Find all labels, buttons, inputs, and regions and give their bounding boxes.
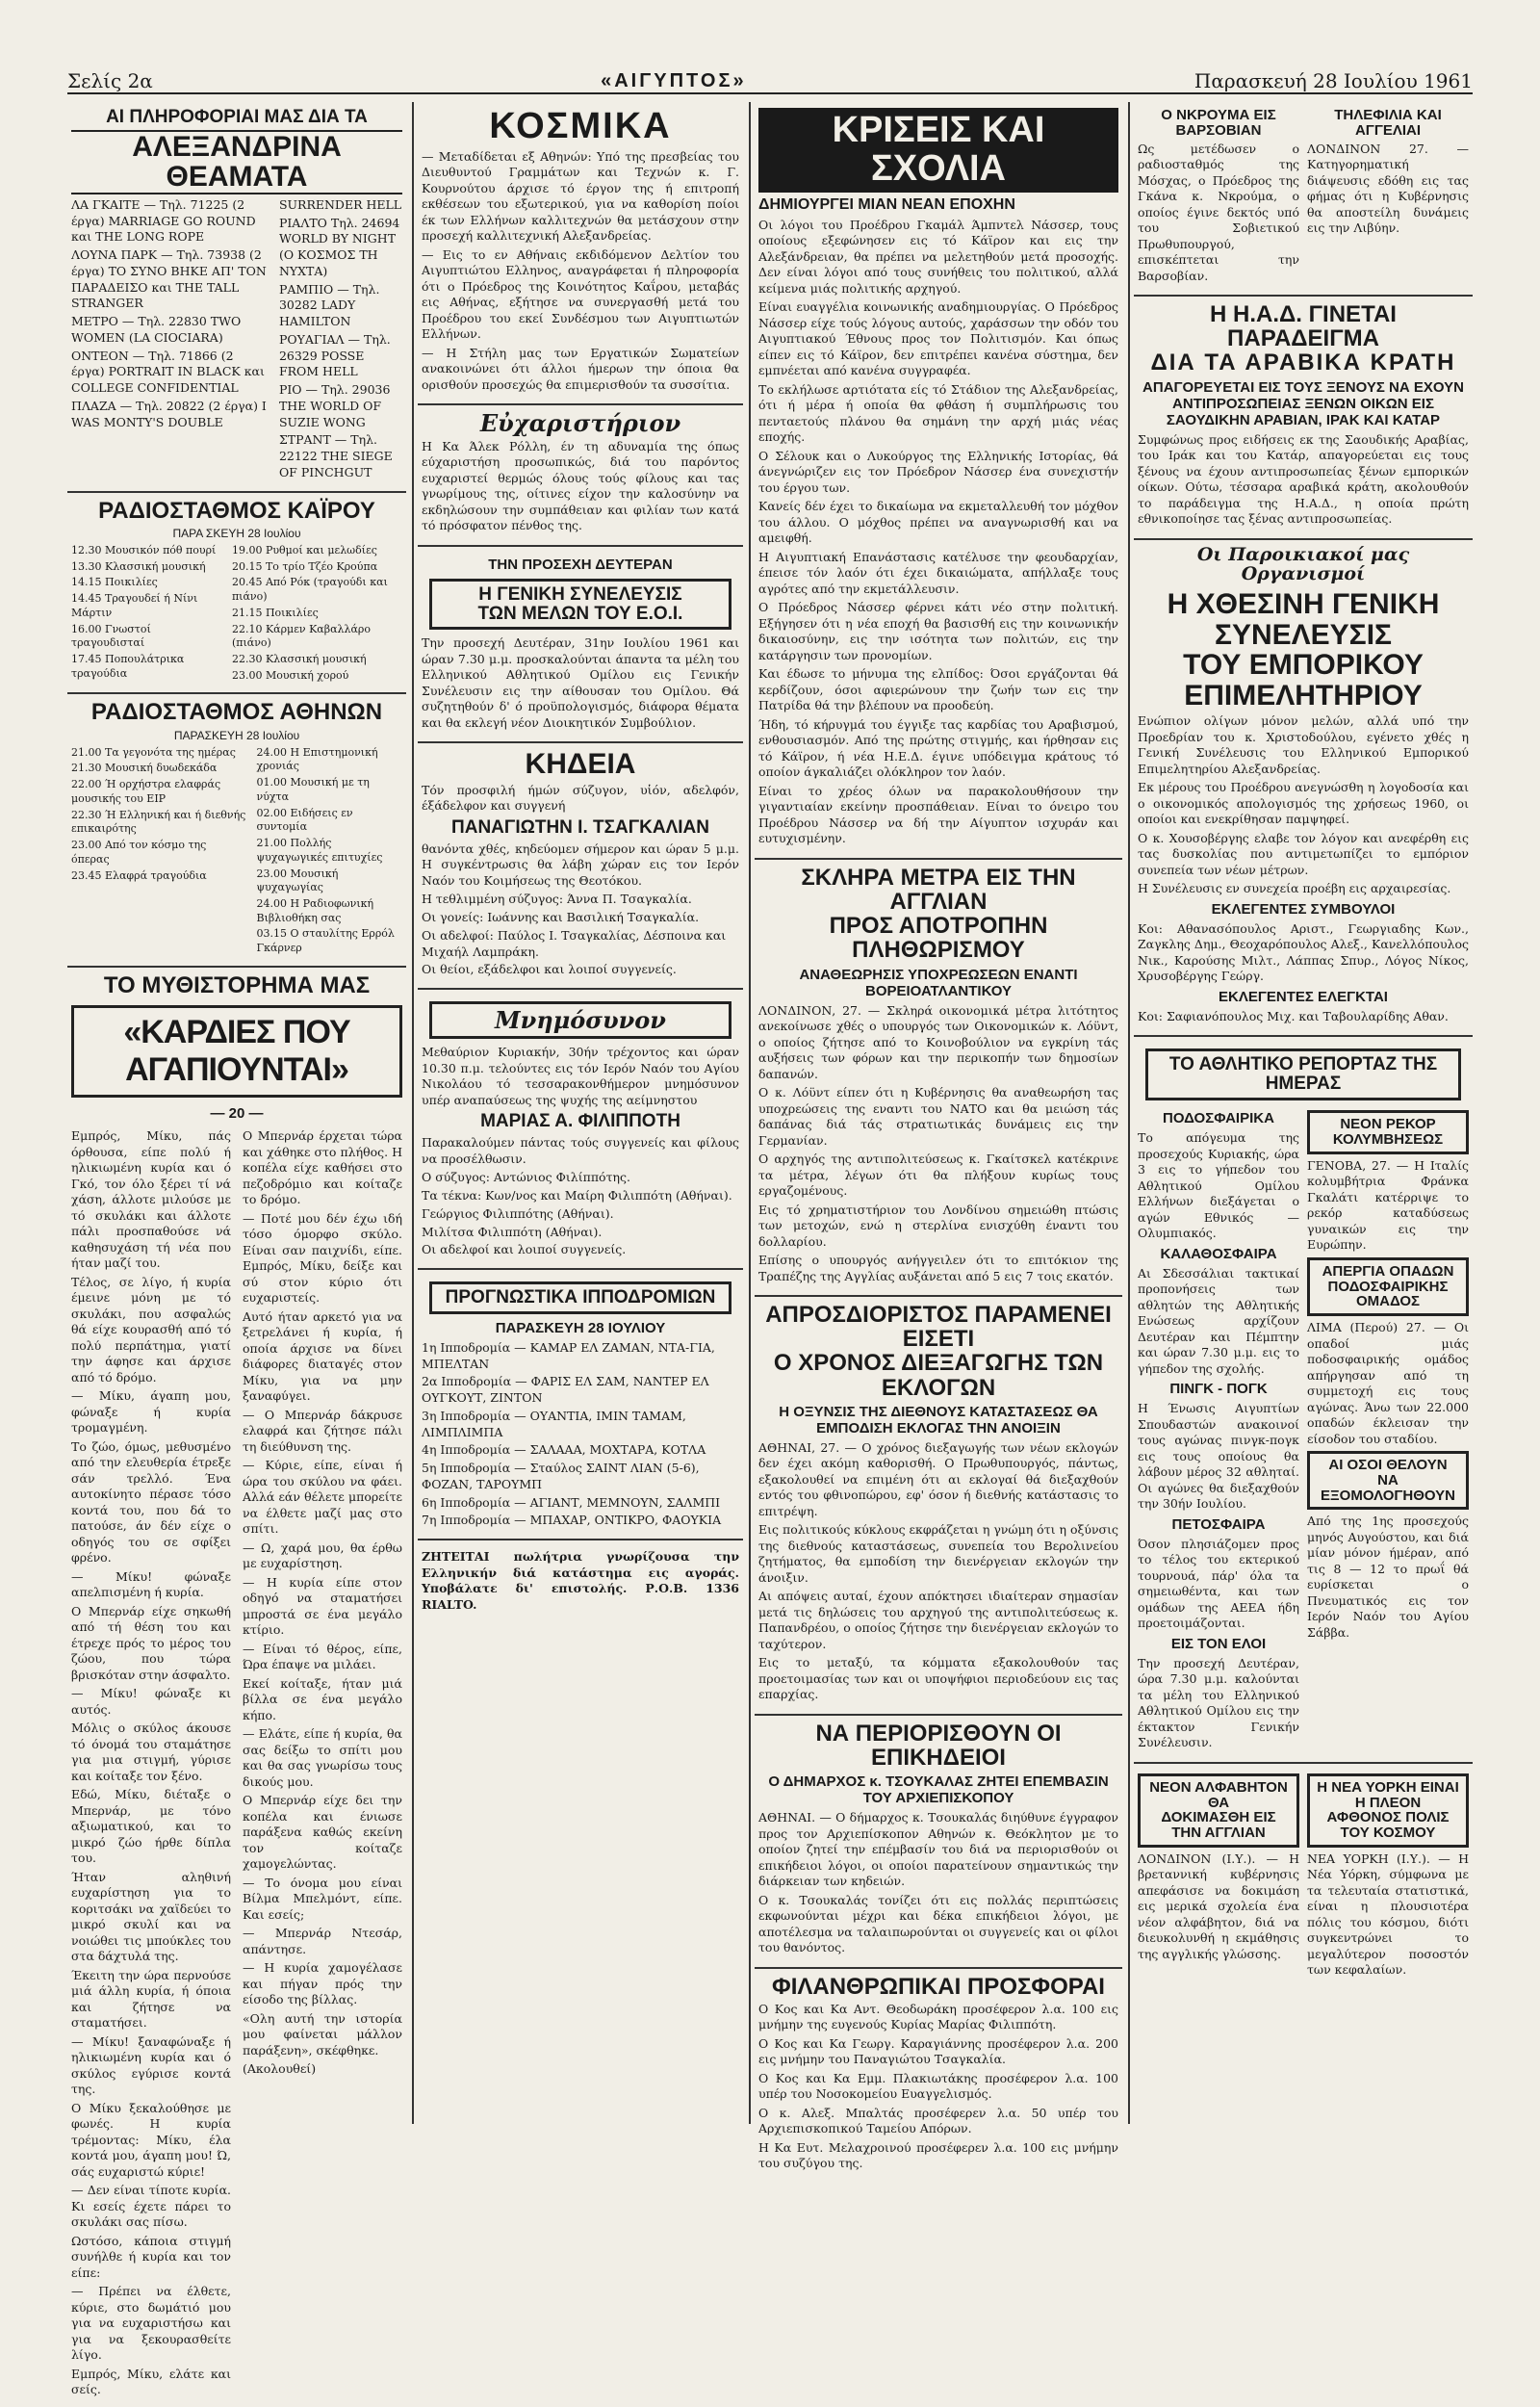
critic-title: ΚΡΙΣΕΙΣ ΚΑΙ ΣΧΟΛΙΑ — [758, 108, 1118, 193]
paragraph: Ο Κος και Κα Αντ. Θεοδωράκη προσέφερον λ.α. 100 εις μνήμην της ευγενούς Κυρίας Μαρίας Φιλιππότη. — [758, 2001, 1118, 2032]
chamber-text — [1138, 713, 1469, 897]
list-item: 17.45 Ποπουλάτρικα τραγούδια — [71, 653, 185, 680]
funeral-mourners — [422, 892, 739, 978]
paragraph: — Η κυρία είπε στον οδηγό να σταματήσει μπροστά σε ένα μεγάλο κτίριο. — [243, 1574, 402, 1638]
pingpong-subtitle: ΠΙΝΓΚ - ΠΟΓΚ — [1169, 1381, 1268, 1398]
paragraph: Ο κ. Αλεξ. Μπαλτάς προσέφερεν λ.α. 50 υπέρ του Αρχιεπισκοπικού Ταμείου Απόρων. — [758, 2105, 1118, 2136]
list-item: 01.00 Μουσική με τη νύχτα — [256, 776, 370, 803]
critic-text — [758, 218, 1118, 847]
list-item: ΟΝΤΕΟΝ — Τηλ. 71866 (2 έργα) PORTRAIT IN BLACK και COLLEGE CONFIDENTIAL — [71, 348, 265, 396]
paragraph: — Το όνομα μου είναι Βίλμα Μπελμόντ, είπε. Και εσείς; — [243, 1875, 402, 1922]
list-item: Οι γονείς: Ιωάννης και Βασιλική Τσαγκαλία. — [422, 910, 700, 925]
paragraph: Η Αιγυπτιακή Επανάστασις κατέλυσε την φεουδαρχίαν, έπεισε τόν λαόν ότι έχει δικαιώματα, απήλλαξε τους αγρότες από την εκμετάλλευσιν. — [758, 549, 1118, 596]
list-item: 23.00 Μουσική χορού — [231, 668, 349, 682]
paragraph: — Είναι τό θέρος, είπε, Ώρα έπαψε να μιλάει. — [243, 1641, 402, 1672]
races-list — [422, 1340, 739, 1529]
list-item: Μιλίτσα Φιλιππότη (Αθήναι). — [422, 1224, 603, 1239]
list-item: 2α Ιπποδρομία — ΦΑΡΙΣ ΕΛ ΣΑΜ, ΝΑΝΤΕΡ ΕΛ ΟΥΓΚΟΥΤ, ΖΙΝΤΟΝ — [422, 1374, 709, 1406]
kosmika-section — [418, 102, 743, 405]
list-item: 03.15 Ο σταυλίτης Ερρόλ Γκάρνερ — [256, 927, 395, 955]
basket-subtitle: ΚΑΛΑΘΟΣΦΑΙΡΑ — [1160, 1245, 1277, 1262]
bottom-briefs — [1134, 1764, 1473, 1987]
nkrumah-title: Ο ΝΚΡΟΥΜΑ ΕΙΣ ΒΑΡΣΟΒΙΑΝ — [1161, 107, 1276, 139]
swim-text: ΓΕΝΟΒΑ, 27. — Η Ιταλίς κολυμβήτρια Φράνκα Γκαλάτι κατέρριψε το ρεκόρ καταδύσεως γυναικών εις την Ευρώπην. — [1307, 1157, 1469, 1253]
paragraph: — Ελάτε, είπε ή κυρία, θα σας δείξω το σπίτι μου και θα σας γνωρίσω τους δικούς μου. — [243, 1726, 402, 1789]
paragraph: Εις τό χρηματιστήριον του Λονδίνου σημειώθη πτώσις των μετοχών, ενώ η στερλίνα ενισχύθη έναντι του δολλαρίου. — [758, 1202, 1118, 1249]
list-item: ΣΤΡΑΝΤ — Τηλ. 22122 THE SIEGE OF PINCHGUT — [278, 432, 393, 479]
election-section — [755, 1297, 1122, 1716]
paragraph: Μόλις ο σκύλος άκουσε τό όνομά του σταμάτησε για μια στιγμή, γύρισε και κοίταξε τον ξένο. — [71, 1721, 231, 1783]
list-item: 3η Ιπποδρομία — ΟΥΑΝΤΙΑ, ΙΜΙΝ ΤΑΜΑΜ, ΛΙΜΠΛΙΜΠΑ — [422, 1408, 686, 1439]
paragraph: Ο Μίκυ ξεκαλούθησε με φωνές. Η κυρία τρέμοντας: Μίκυ, έλα κοντά μου, άγαπη μου! Ώ, σάς ευχαριστώ κύριε! — [71, 2100, 231, 2179]
org-title: Οι Παροικιακοί μας Οργανισμοί — [1196, 543, 1410, 584]
football-text: Το απόγευμα της προσεχούς Κυριακής, ώρα 3 εις το γήπεδον του Αθλητικού Ομίλου Ελλήνων διεξάγεται ο αγών Εθνικός — Ολυμπιακός. — [1138, 1130, 1299, 1241]
radio-cairo-date: ΠΑΡΑ ΣΚΕΥΗ 28 Ιουλίου — [172, 526, 301, 540]
chamber-elected-title-2: ΕΚΛΕΓΕΝΤΕΣ ΕΛΕΓΚΤΑΙ — [1219, 988, 1388, 1005]
list-item: ΡΙΟ — Τηλ. 29036 THE WORLD OF SUZIE WONG — [278, 382, 391, 429]
list-item: Γεώργιος Φιλιππότης (Αθήναι). — [422, 1205, 614, 1221]
waterpolo-text: Όσον πλησιάζομεν προς το τέλος του εκτερικού τουρνουά, πάρ' όλα τα σημειωθέντα, και των ομάδων της ΑΕΕΑ ήδη προετοιμάζονται. — [1138, 1536, 1299, 1631]
list-item: ΛΟΥΝΑ ΠΑΡΚ — Τηλ. 73938 (2 έργα) ΤΟ ΣΥΝΟ ΒΗΚΕ ΑΠ' ΤΟΝ ΠΑΡΑΔΕΙΣΟ και THE TALL STRANGER — [71, 247, 267, 311]
uk-title-2: ΠΡΟΣ ΑΠΟΤΡΟΠΗΝ ΠΛΗΘΩΡΙΣΜΟΥ — [829, 913, 1048, 964]
paragraph: Το εκλήλωσε αρτιότατα είς τό Στάδιον της Αλεξανδρείας, ότι ή μέρα ή οποία θα φθάση ή συμπλήρωσις του πενταετούς πλάνου θα σημάνη την αρχή μιάς νέας εποχής. — [758, 381, 1118, 445]
paragraph: — Δεν είναι τίποτε κυρία. Κι εσείς έχετε πάρει το σκυλάκι σας πίσω. — [71, 2183, 231, 2230]
paragraph: Αυτό ήταν αρκετό για να ξετρελάνει ή κυρία, ή οποία άρχισε να δίνει διάφορες διαταγές στον Μίκυ, για να μην ξαναφύγει. — [243, 1308, 402, 1404]
paragraph: Αι απόψεις αυταί, έχουν απόκτησει ιδιαίτεραν σημασίαν μετά τις δηλώσεις του αρχηγού της αντιπολιτεύσεως κ. Παπανδρέου, ο οποίος ζήτησε την διενέργειαν εκλογών το ταχύτερον. — [758, 1589, 1118, 1651]
charity-title: ΦΙΛΑΝΘΡΩΠΙΚΑΙ ΠΡΟΣΦΟΡΑΙ — [772, 1973, 1105, 2000]
masthead — [67, 60, 1473, 94]
uk-section — [755, 860, 1122, 1297]
newspaper-name: «ΑΙΓΥΠΤΟΣ» — [601, 70, 747, 91]
races-title: ΠΡΟΓΝΩΣΤΙΚΑ ΙΠΠΟΔΡΟΜΙΩΝ — [445, 1287, 716, 1308]
list-item: 14.45 Τραγουδεί ή Νίνι Μάρτιν — [71, 592, 198, 619]
list-item: ΡΙΑΛΤΟ Τηλ. 24694 WORLD BY NIGHT (Ο ΚΟΣΜΟΣ ΤΗ ΝΥΧΤΑ) — [278, 215, 400, 278]
list-item: 22.10 Κάρμεν Καβαλλάρο (πιάνο) — [231, 622, 371, 650]
column-1 — [67, 102, 406, 2397]
races-date: ΠΑΡΑΣΚΕΥΗ 28 ΙΟΥΛΙΟΥ — [495, 1319, 666, 1336]
cinema-list-right — [279, 197, 402, 483]
funeral-title: ΚΗΔΕΙΑ — [525, 748, 636, 781]
paragraph: Εις πολιτικούς κύκλους εκφράζεται η γνώμη ότι η οξύνσις της διεθνούς καταστάσεως, συνεπεία του Βερολινείου ζητήματος, θα εμποδίση την διενέργειαν εκλογών την άνοιξιν. — [758, 1522, 1118, 1585]
paragraph: Εις το μεταξύ, τα κόμματα εξακολουθούν τας προετοιμασίας των και οι υποψήφιοι περιοδεύουν εις τας επαρχίας. — [758, 1655, 1118, 1702]
football-subtitle: ΠΟΔΟΣΦΑΙΡΙΚΑ — [1163, 1110, 1274, 1127]
list-item: 19.00 Ρυθμοί και μελωδίες — [231, 543, 377, 556]
chamber-title-2: ΤΟΥ ΕΜΠΟΡΙΚΟΥ ΕΠΙΜΕΛΗΤΗΡΙΟΥ — [1183, 649, 1424, 712]
meeting-kicker: ΤΗΝ ΠΡΟΣΕΧΗ ΔΕΥΤΕΡΑΝ — [488, 556, 673, 573]
paragraph: Το ζώο, όμως, μεθυσμένο από την ελευθερία έτρεξε σάν τρελλό. Ένα αυτοκίνητο πέρασε τόσο κοντά του, που δά το πατούσε, άν δέν είχε ο οδηγός του σε σφίξει φρένο. — [71, 1438, 231, 1566]
memorial-section — [418, 990, 743, 1270]
confess-title-2: ΝΑ ΕΞΟΜΟΛΟΓΗΘΟΥΝ — [1321, 1471, 1455, 1504]
list-item: 24.00 Η Επιστημονική χρονιάς — [256, 745, 378, 773]
paragraph: Εμπρός, Μίκυ, ελάτε και σείς. — [71, 2366, 231, 2397]
elot-subtitle: ΕΙΣ ΤΟΝ ΕΛΟΙ — [1170, 1635, 1267, 1652]
list-item: 16.00 Γνωστοί τραγουδισταί — [71, 622, 151, 650]
paragraph: — Η κυρία χαμογέλασε και πήγαν πρός την είσοδο της βίλλας. — [243, 1960, 402, 2007]
funeral-name: ΠΑΝΑΓΙΩΤΗΝ Ι. ΤΣΑΓΚΑΛΙΑΝ — [451, 816, 709, 838]
memorial-text: Μεθαύριον Κυριακήν, 30ήν τρέχοντος και ώραν 10.30 π.μ. τελούντες εις τόν Ιερόν Ναόν του Αγίου Νικολάου τό τεσσαρακονθήμερον μνημόσυνον υπέρ αναπαύσεως της ψυχής της αείμνηστου — [422, 1045, 739, 1107]
list-item: 23.00 Από τον κόσμο της όπερας — [71, 839, 207, 866]
races-section — [418, 1270, 743, 1540]
sports-section — [1134, 1037, 1473, 1763]
list-item: 23.45 Ελαφρά τραγούδια — [71, 868, 207, 882]
election-text — [758, 1440, 1118, 1703]
uk-text — [758, 1003, 1118, 1285]
list-item: ΠΛΑΖΑ — Τηλ. 20822 (2 έργα) I WAS MONTY'S DOUBLE — [71, 398, 267, 429]
list-item: 12.30 Μουσικόν πόθ πουρί — [71, 543, 217, 556]
radio-cairo-right — [232, 544, 402, 686]
list-item: 22.00 Ή ορχήστρα ελαφράς μουσικής του ΕΙΡ — [71, 778, 221, 805]
list-item: ΜΕΤΡΟ — Τηλ. 22830 TWO WOMEN (LA CIOCIARA) — [71, 314, 242, 345]
paragraph: Ο αρχηγός της αντιπολιτεύσεως κ. Γκαίτσκελ κατέκρινε τα μέτρα, λέγων ότι θα πλήξουν κυρίως τους εργαζομένους. — [758, 1152, 1118, 1199]
thanks-section — [418, 405, 743, 546]
radio-cairo-title: ΡΑΔΙΟΣΤΑΘΜΟΣ ΚΑΪΡΟΥ — [98, 497, 375, 524]
paragraph: «Ολη αυτή την ιστορία μου φαίνεται μάλλον παράξενη», σκέφθηκε. — [243, 2010, 402, 2058]
list-item: 21.00 Τα γεγονότα της ημέρας — [71, 745, 236, 759]
radio-athens-date: ΠΑΡΑΣΚΕΥΗ 28 Ιουλίου — [173, 728, 300, 742]
nkrumah-text: Ως μετέδωσεν ο ραδιοσταθμός της Μόσχας, ο Πρόεδρος της Γκάνα κ. Νκρούμα, ο οποίος έγινε δεκτός υπό του Σοβιετικού Πρωθυπουργού, επισκέπτεται την Βαρσοβίαν. — [1138, 141, 1299, 283]
election-title-1: ΑΠΡΟΣΔΙΟΡΙΣΤΟΣ ΠΑΡΑΜΕΝΕΙ ΕΙΣΕΤΙ — [765, 1302, 1112, 1353]
paragraph: Είναι ευαγγέλια κοινωνικής αναδημιουργίας. Ο Πρόεδρος Νάσσερ είχε τούς λόγους αυτούς, χαράσσων την οδόν του Αιγυπτιακού Έθνους προς τον Πολιτισμόν. Και όπως είπεν εις τό Κάϊρον, δεν επιτρέπει κανένα σύστημα, δεν εμπνέεται από κανένα συγγραφέα. — [758, 299, 1118, 378]
list-item: 13.30 Κλασσική μουσική — [71, 559, 206, 573]
alphabet-text: ΛΟΝΔΙΝΟΝ (Ι.Υ.). — Η βρεταννική κυβέρνησις απεφάσισε να δοκιμάση εις μερικά σχολεία ένα νέον αλφάβητον, διά να διευκολυνθή η εκμάθησις της αγγλικής γλώσσης. — [1138, 1851, 1299, 1961]
uar-section — [1134, 297, 1473, 540]
football-ban-title-1: ΑΠΕΡΓΙΑ ΟΠΑΔΩΝ — [1322, 1262, 1454, 1280]
paragraph: Ο Μπερνάρ είχε δει την κοπέλα και ένιωσε παράξενα καθώς εκείνη τον κοίταζε χαμογελώντας. — [243, 1793, 402, 1872]
elot-text: Την προσεχή Δευτέραν, ώρα 7.30 μ.μ. καλούνται τα μέλη του Ελληνικού Αθλητικού Ομίλου εις την έκτακτον Γενικήν Συνέλευσιν. — [1138, 1655, 1299, 1750]
radio-cairo-section — [67, 493, 406, 695]
thanks-text: Η Κα Άλεκ Ρόλλη, έν τη αδυναμία της όπως εύχαριστήση προσωπικώς, διά του παρόντος ευχαριστεί θερμώς όλους τούς φίλους και τας γνωρίμους της, οίτινες είχον την καλοσύνην να εκδηλώσουν την συμπάθειαν και φιλίαν των κατά τό πρόσφατον πένθος της. — [422, 438, 739, 533]
novel-kicker: ΤΟ ΜΥΘΙΣΤΟΡΗΜΑ ΜΑΣ — [103, 971, 371, 998]
cinema-list-left — [71, 197, 270, 483]
chamber-section — [1134, 540, 1473, 1038]
list-item: 5η Ιπποδρομία — Σταύλος ΣΑΙΝΤ ΛΙΑΝ (5-6), ΦΟΖΑΝ, ΤΑΡΟΥΜΠ — [422, 1461, 700, 1491]
paragraph: Ο κ. Λόϋντ είπεν ότι η Κυβέρνησις θα αναθεωρήση τας υποχρεώσεις της εναντι του ΝΑΤΟ και θα μειώση τάς δαπάνας διά τάς στρατιωτικάς δυνάμεις εις την Γερμανίαν. — [758, 1085, 1118, 1148]
issue-date: Παρασκευή 28 Ιουλίου 1961 — [1194, 69, 1473, 92]
alphabet-title-2: ΔΟΚΙΜΑΣΘΗ ΕΙΣ ΤΗΝ ΑΓΓΛΙΑΝ — [1161, 1809, 1276, 1842]
waterpolo-subtitle: ΠΕΤΟΣΦΑΙΡΑ — [1171, 1515, 1266, 1533]
column-rule — [749, 102, 751, 2124]
paragraph: — Εις το εν Αθήναις εκδιδόμενον Δελτίον του Αιγυπτιώτου Ελληνος, αναγράφεται ή πληροφορία ότι ο Πρόεδρος της Κοινότητος Καΐρου, μεταβάς εις Αθήνας, εξήτησε να συνεργασθή μετά του Προέδρου του εκεί Συνδέσμου των Αιγυπτιωτών Ελλήνων. — [422, 246, 739, 342]
top-briefs — [1134, 102, 1473, 297]
list-item: 6η Ιπποδρομία — ΑΓΙΑΝΤ, ΜΕΜΝΟΥΝ, ΣΑΛΜΠΙ — [422, 1494, 721, 1510]
paragraph: — Ποτέ μου δέν έχω ιδή τόσο όμορφο σκύλο. Είναι σαν παιχνίδι, είπε. Εμπρός, Μίκυ, δείξε και σύ στον κύριο ότι ευχαριστείς. — [243, 1210, 402, 1306]
sports-title: ΤΟ ΑΘΛΗΤΙΚΟ ΡΕΠΟΡΤΑΖ ΤΗΣ ΗΜΕΡΑΣ — [1168, 1054, 1438, 1095]
funeral-rules-text — [758, 1810, 1118, 1956]
paragraph: Ο Κος και Κα Γεωργ. Καραγιάννης προσέφερον λ.α. 200 εις μνήμην του Παναγιώτου Τσαγκαλία. — [758, 2035, 1118, 2067]
paragraph: Ενώπιον ολίγων μόνον μελών, αλλά υπό την Προεδρίαν του κ. Χριστοδούλου, εγένετο χθές η Γενική Συνέλευσις του Ελληνικού Εμπορικού Επιμελητηρίου Αλεξανδρείας. — [1138, 713, 1469, 776]
paragraph: Η Κα Ευτ. Μελαχροινού προσέφερεν λ.α. 100 εις μνήμην του συζύγου της. — [758, 2139, 1118, 2171]
paragraph: Ο Μπερνάρ έρχεται τώρα και χάθηκε στο πλήθος. Η κοπέλα είχε καθήσει στο πεζοδρόμιο και κοίταζε το δρόμο. — [243, 1128, 402, 1207]
radio-athens-left — [71, 746, 247, 958]
paragraph: Ο κ. Χουσοβέργης ελαβε τον λόγον και ανεφέρθη εις τας δυσκολίας που αντιμετωπίζει το εμπόριον συνεπεία των νέων μέτρων. — [1138, 830, 1469, 877]
funeral-rules-section — [755, 1716, 1122, 1969]
radio-athens-section — [67, 694, 406, 967]
meeting-title-1: Η ΓΕΝΙΚΗ ΣΥΝΕΛΕΥΣΙΣ — [478, 583, 682, 605]
chamber-elected-title-1: ΕΚΛΕΓΕΝΤΕΣ ΣΥΜΒΟΥΛΟΙ — [1211, 900, 1396, 918]
paragraph: — Μίκυ! φώναξε απελπισμένη ή κυρία. — [71, 1568, 231, 1600]
charity-section — [755, 1969, 1122, 2181]
paragraph: Έκειτη την ώρα περνούσε μιά άλλη κυρία, ή όποια και ζήτησε να σταματήσει. — [71, 1967, 231, 2031]
memorial-text-2: Παρακαλούμεν πάντας τούς συγγενείς και φίλους να προσέλθωσιν. — [422, 1135, 739, 1166]
list-item: 22.30 Ή Ελληνική και ή διεθνής επικαιρότης — [71, 808, 246, 836]
list-item: 14.15 Ποικιλίες — [71, 576, 158, 589]
paragraph: — Μεταδίδεται εξ Αθηνών: Υπό της πρεσβείας του Διευθυντού Γραμμάτων και Τεχνών κ. Γ. Κουρνούτου άρχισε τό έργον της ή επιτροπή εκθέσεων του εξωτερικού, για να καθορίση ποίοι έκ των Ελλήνων καλλιτεχνών θα μετάσχουν στην προσεχή καλλιτεχνική Αλεξανδρείας. — [422, 148, 739, 244]
uar-subtitle: ΑΠΑΓΟΡΕΥΕΤΑΙ ΕΙΣ ΤΟΥΣ ΞΕΝΟΥΣ ΝΑ ΕΧΟΥΝ ΑΝΤΙΠΡΟΣΩΠΕΙΑΣ ΞΕΝΩΝ ΟΙΚΩΝ ΕΙΣ ΣΑΟΥΔΙΚΗΝ ΑΡΑΒΙΑΝ, ΙΡΑΚ ΚΑΙ ΚΑΤΑΡ — [1142, 378, 1464, 428]
list-item: 21.30 Μουσική δυωδεκάδα — [71, 762, 218, 775]
radio-cairo-left — [71, 544, 222, 686]
uar-title-1: Η Η.Α.Δ. ΓΙΝΕΤΑΙ ΠΑΡΑΔΕΙΓΜΑ — [1210, 301, 1397, 352]
list-item: 22.30 Κλασσική μουσική — [231, 653, 367, 666]
paragraph: — Ο Μπερνάρ δάκρυσε ελαφρά και ζήτησε πάλι τη διεύθυνση της. — [243, 1407, 402, 1454]
paragraph: (Ακολουθεί) — [243, 2061, 317, 2077]
list-item: 21.15 Ποικιλίες — [231, 606, 319, 619]
paragraph: — Η Στήλη μας των Εργατικών Σωματείων ανακοινώνει ότι άλλοι ήμερων την όποια θα ορισθούν προσεχώς θα επιμερισθούν τα συσσίτια. — [422, 345, 739, 392]
column-4 — [1134, 102, 1473, 2124]
paragraph: — Μίκυ, άγαπη μου, φώναξε ή κυρία τρομαγμένη. — [71, 1388, 231, 1436]
column-3 — [755, 102, 1122, 2171]
paragraph: Ο Κος και Κα Εμμ. Πλακιωτάκης προσέφερον λ.α. 100 υπέρ του Νοσοκομείου Ευαγγελισμός. — [758, 2070, 1118, 2102]
list-item: 20.45 Από Ρόκ (τραγούδι και πιάνο) — [231, 576, 388, 604]
list-item: ΡΑΜΠΙΟ — Τηλ. 30282 LADY HAMILTON — [278, 281, 380, 329]
swim-title: ΝΕΟΝ ΡΕΚΟΡ ΚΟΛΥΜΒΗΣΕΩΣ — [1332, 1116, 1444, 1149]
briefs-text: ΛΟΝΔΙΝΟΝ 27. — Κατηγορηματική διάψευσις εδόθη εις τας φήμας ότι η Κυβέρνησις θα αποστείλη δυνάμεις εις την Λιβύην. — [1307, 141, 1469, 235]
funeral-details: θανόντα χθές, κηδεύομεν σήμερον και ώραν 5 μ.μ. Η συγκέντρωσις θα λάβη χώραν εις τον Ιερόν Ναόν του Κοιμήσεως της Θεοτόκου. — [422, 841, 739, 888]
meeting-title-2: ΤΩΝ ΜΕΛΩΝ ΤΟΥ Ε.Ο.Ι. — [477, 603, 683, 624]
memorial-name: ΜΑΡΙΑΣ Α. ΦΙΛΙΠΠΟΤΗ — [480, 1111, 680, 1132]
list-item: 1η Ιπποδρομία — ΚΑΜΑΡ ΕΛ ΖΑΜΑΝ, ΝΤΑ-ΓΙΑ, ΜΠΕΛΤΑΝ — [422, 1339, 715, 1371]
uar-title-2: ΔΙΑ ΤΑ ΑΡΑΒΙΚΑ ΚΡΑΤΗ — [1150, 349, 1456, 376]
list-item: ΛΑ ΓΚΑΙΤΕ — Τηλ. 71225 (2 έργα) MARRIAGE GO ROUND και THE LONG ROPE — [71, 196, 256, 245]
chamber-elected-2: Κοι: Σαφιανόπουλος Μιχ. και Ταβουλαρίδης Αθαν. — [1138, 1008, 1449, 1023]
list-item: 24.00 Η Ραδιοφωνική Βιβλιοθήκη σας — [256, 897, 374, 924]
list-item: 20.15 Το τρίο Τζέο Κρούπα — [231, 559, 378, 573]
uar-text: Συμφώνως προς ειδήσεις εκ της Σαουδικής Αραβίας, του Ιράκ και του Κατάρ, απαγορεύεται εις τους ξένους να έχουν αντιπροσωπείας ξένων εμπορικών οίκων. Ούτω, τέσσαρα αραβικά κράτη, ακολουθούν το παράδειγμα της Η.Α.Δ., η οποία πρώτη εθνικοποίησε τας ξένας αντιπροσωπείας. — [1138, 431, 1469, 527]
classified-text: ΖΗΤΕΙΤΑΙ πωλήτρια γνωρίζουσα την Ελληνικήν διά κατάστημα εις αγοράς. Υποβάλατε δι' επιστολής. Ρ.Ο.Β. 1336 RIALTO. — [422, 1549, 739, 1612]
paragraph: Ήδη, τό κήρυγμά του έγγιξε τας καρδίας του Αραβισμού, ενθουσιασμόν. Από της πρώτης στιγμής, και ήρθησαν εις τό Κάϊρον, ή νέα Η.Ε.Δ. έγινε υπόδειγμα κράτους τό οποίον άγκαλιάζει ολόκληρον τον λαόν. — [758, 716, 1118, 780]
paragraph: Είναι το χρέος όλων να παρακολουθήσουν την γιγαντιαίαν εκείνην προσπάθειαν. Είναι το όνειρο του Προέδρου Νάσσερ να δή την Αίγυπτον ισχυράν και ευτυχισμένην. — [758, 783, 1118, 846]
column-2 — [418, 102, 743, 2124]
paragraph: Και έδωσε το μήνυμα της ελπίδος: Όσοι εργάζονται θά κερδίζουν, όσοι αφιερώνουν την ζωήν των εις την Πατρίδα θά την βλέπουν να προοδεύη. — [758, 666, 1118, 713]
paragraph: Ωστόσο, κάποια στιγμή συνήλθε ή κυρία και τον είπε: — [71, 2233, 231, 2280]
classified-section — [418, 1540, 743, 1621]
list-item: Τα τέκνα: Κων/νος και Μαίρη Φιλιππότη (Αθήναι). — [422, 1188, 732, 1204]
paragraph: — Κύριε, είπε, είναι ή ώρα του σκύλου να φάει. Αλλά εάν θέλετε μπορείτε να έλθετε μαζί μας στο σπίτι. — [243, 1458, 402, 1537]
paragraph: Ο Μπερνάρ είχε σηκωθή από τή θέση του και έτρεχε πρός το μέρος του ζώου, που τώρα βρισκόταν στην άσφαλτο. — [71, 1603, 231, 1682]
paragraph: Ο Σέλουκ και ο Λυκούργος της Ελληνικής Ιστορίας, θά άνεγνώριζεν εις τον Πρόεδρον Νάσσερ ένα συνεχιστήν του έργου των. — [758, 448, 1118, 495]
cinema-title: ΑΛΕΞΑΝΔΡΙΝΑ ΘΕΑΜΑΤΑ — [71, 130, 402, 194]
list-item: 02.00 Ειδήσεις εν συντομία — [256, 806, 353, 834]
election-title-2: Ο ΧΡΟΝΟΣ ΔΙΕΞΑΓΩΓΗΣ ΤΩΝ ΕΚΛΟΓΩΝ — [773, 1350, 1104, 1401]
list-item: SURRENDER HELL — [278, 196, 402, 212]
newyork-text: ΝΕΑ ΥΟΡΚΗ (Ι.Υ.). — Η Νέα Υόρκη, σύμφωνα με τα τελευταία στατιστικά, είναι η πλουσιοτέρα πόλις του κόσμου, διότι συγκεντρώνει το μεγαλύτερον ποσοστόν των κεφαλαίων. — [1307, 1851, 1469, 1978]
paragraph: — Μίκυ! ξαναφώναξε ή ηλικιωμένη κυρία και ό σκύλος εγύρισε κοντά της. — [71, 2033, 231, 2097]
charity-text — [758, 2002, 1118, 2172]
uk-title-1: ΣΚΛΗΡΑ ΜΕΤΡΑ ΕΙΣ ΤΗΝ ΑΓΓΛΙΑΝ — [801, 864, 1076, 915]
list-item: ΡΟΥΑΓΙΑΛ — Τηλ. 26329 POSSE FROM HELL — [278, 331, 391, 379]
paragraph: Επίσης ο υπουργός ανήγγειλεν ότι το επιτόκιον της Τραπέζης της Αγγλίας αυξάνεται από 5 εις 7 τοις εκατόν. — [758, 1253, 1118, 1283]
list-item: 23.00 Μουσική ψυχαγωγίας — [256, 867, 339, 894]
funeral-section — [418, 743, 743, 990]
radio-athens-right — [257, 746, 402, 958]
critic-section — [755, 102, 1122, 860]
confess-title-1: ΑΙ ΟΣΟΙ ΘΕΛΟΥΝ — [1328, 1457, 1448, 1474]
paragraph: Η Συνέλευσις εν συνεχεία προέβη εις αρχαιρεσίας. — [1138, 881, 1451, 896]
alphabet-title-1: ΝΕΟΝ ΑΛΦΑΒΗΤΟΝ ΘΑ — [1149, 1778, 1288, 1811]
paragraph: Οι λόγοι του Προέδρου Γκαμάλ Άμπντελ Νάσσερ, τους οποίους εξεφώνησεν εις τό Κάϊρον και εις την Αλεξάνδρειαν, θα πρέπει να μελετηθούν μετά προσοχής. Δεν είναι λόγοι από τους συνήθεις του πολιτικού, αλλά κείμενα μιάς πολιτικής αρχηγού. — [758, 217, 1118, 296]
paragraph: ΑΘΗΝΑΙ. — Ο δήμαρχος κ. Τσουκαλάς διηύθυνε έγγραφον προς τον Αρχιεπίσκοπον Αθηνών κ. Θεόκλητον με το οποίον ζητεί την επέμβασίν του διά να περιορισθούν οι επικήδειοι λόγοι, οι οποίοι παρατείνουν σημαντικώς την διάρκειαν των κηδειών. — [758, 1810, 1118, 1889]
paragraph: Εκ μέρους του Προέδρου ανεγνώσθη η λογοδοσία και ο οικονομικός απολογισμός της χρήσεως 1960, οι οποίοι και ενεκρίθησαν παμψηφεί. — [1138, 780, 1469, 827]
paragraph: — Ω, χαρά μου, θα έρθω με ευχαρίστηση. — [243, 1540, 402, 1571]
list-item: 7η Ιπποδρομία — ΜΠΑΧΑΡ, ΟΝΤΙΚΡΟ, ΦΑΟΥΚΙΑ — [422, 1513, 722, 1528]
paragraph: Εδώ, Μίκυ, διέταξε ο Μπερνάρ, με τόνο αξιωματικού, και το μικρό ζώο ήρθε δίπλα του. — [71, 1787, 231, 1866]
paragraph: Ο Πρόεδρος Νάσσερ φέρνει κάτι νέο στην πολιτική. Εξήγησεν ότι η νέα εποχή θα βασισθή εις την κοινωνικήν δικαιοσύνην, εις την ισότητα των πολιτών, εις την κατάργησιν των προνομίων. — [758, 600, 1118, 662]
novel-part: — 20 — — [210, 1105, 264, 1123]
novel-text-col-a — [71, 1126, 231, 2401]
paragraph: ΛΟΝΔΙΝΟΝ, 27. — Σκληρά οικονομικά μέτρα λιτότητος ανεκοίνωσε χθές ο υπουργός των Οικονομικών κ. Λόϋντ, ο οποίος ζήτησε από το Κοινοβούλιον να εγκρίνη τάς αυξήσεις των φόρων και την περικοπήν των δημοσίων δαπανών. — [758, 1002, 1118, 1081]
meeting-text: Την προσεχή Δευτέραν, 31ην Ιουλίου 1961 και ώραν 7.30 μ.μ. προσκαλούνται άπαντα τα μέλη του Ελληνικού Αθλητικού Ομίλου εις Γενικήν Συνέλευσιν εις την αίθουσαν του Ομίλου. Θά συζητηθούν δ' ό προϋπολογισμός, διάφορα θέματα και θα εκλεγή νέον Διοικητικόν Συμβούλιον. — [422, 635, 739, 730]
paragraph: — Πρέπει να έλθετε, κύριε, στο δωμάτιό μου για να ευχαριστήσω και για να ξεκουρασθείτε λίγο. — [71, 2284, 231, 2363]
list-item: Οι αδελφοί: Παύλος Ι. Τσαγκαλίας, Δέσποινα και Μιχαήλ Λαμπράκη. — [422, 927, 727, 959]
list-item: Η τεθλιμμένη σύζυγος: Άννα Π. Τσαγκαλία. — [422, 892, 692, 907]
chamber-elected-1: Κοι: Αθανασόπουλος Αριστ., Γεωργιαδης Κων., Ζαγκλης Δημ., Θεοχαρόπουλος Αλεξ., Κανελλόπουλος Νικ., Καρούσης Μιλτ., Λάππας Σπυρ., Λόγος Νίκος, Χρυσοβέργης Γεώργ. — [1138, 920, 1469, 984]
list-item: Οι αδελφοί και λοιποί συγγενείς. — [422, 1242, 627, 1257]
paragraph: — Μίκυ! φώναξε κι αυτός. — [71, 1686, 231, 1717]
paragraph: Κανείς δέν έχει το δικαίωμα να εκμεταλλευθή τον μόχθον του άλλου. Ο μόχθος πρέπει να αναγνωρισθή και να αμειφθή. — [758, 499, 1118, 546]
uk-subtitle: ΑΝΑΘΕΩΡΗΣΙΣ ΥΠΟΧΡΕΩΣΕΩΝ ΕΝΑΝΤΙ ΒΟΡΕΙΟΑΤΛΑΝΤΙΚΟΥ — [799, 966, 1078, 999]
kosmika-text — [422, 149, 739, 394]
funeral-rules-title: ΝΑ ΠΕΡΙΟΡΙΣΘΟΥΝ ΟΙ ΕΠΙΚΗΔΕΙΟΙ — [815, 1720, 1062, 1771]
football-ban-title-2: ΠΟΔΟΣΦΑΙΡΙΚΗΣ ΟΜΑΔΟΣ — [1327, 1278, 1449, 1310]
briefs-title: ΤΗΛΕΦΙΛΙΑ ΚΑΙ ΑΓΓΕΛΙΑΙ — [1334, 107, 1442, 139]
funeral-rules-subtitle: Ο ΔΗΜΑΡΧΟΣ κ. ΤΣΟΥΚΑΛΑΣ ΖΗΤΕΙ ΕΠΕΜΒΑΣΙΝ ΤΟΥ ΑΡΧΙΕΠΙΣΚΟΠΟΥ — [768, 1773, 1109, 1807]
memorial-mourners — [422, 1170, 739, 1258]
column-rule — [412, 102, 414, 2124]
paragraph: Ήταν αληθινή ευχαρίστηση για το κοριτσάκι να χαϊδεύει το μικρό σκυλί και να νοιώθει τις μπούκλες του στα δάχτυλά της. — [71, 1869, 231, 1964]
paragraph: ΑΘΗΝΑΙ, 27. — Ο χρόνος διεξαγωγής των νέων εκλογών δεν έχει ακόμη καθορισθή. Ο Πρωθυπουργός, πάντως, εξακολουθεί να επιμένη ότι αι εκλογαί θά διεξαχθούν εντός του φθινοπώρου, εφ' όσον ή διεθνής κατάστασις το επιτρέψη. — [758, 1439, 1118, 1518]
meeting-section — [418, 547, 743, 744]
kosmika-title: ΚΟΣΜΙΚΑ — [489, 106, 672, 146]
funeral-intro: Τόν προσφιλή ήμών σύζυγον, υἱόν, αδελφόν, έξάδελφον και συγγενή — [422, 782, 739, 814]
list-item: 4η Ιπποδρομία — ΣΑΛΑΑΑ, ΜΟΧΤΑΡΑ, ΚΟΤΛΑ — [422, 1442, 706, 1458]
confess-text: Από της 1ης προσεχούς μηνός Αυγούστου, και διά μίαν μόνον ήμέραν, από τις 8 — 12 το πρωΐ θά ευρίσκεται ο Πνευματικός εις τον Ιερόν Ναόν του Αγίου Σάββα. — [1307, 1514, 1469, 1640]
newyork-title-2: ΑΦΘΟΝΟΣ ΠΟΛΙΣ ΤΟΥ ΚΟΣΜΟΥ — [1326, 1809, 1450, 1842]
newyork-title-1: Η ΝΕΑ ΥΟΡΚΗ ΕΙΝΑΙ Η ΠΛΕΟΝ — [1317, 1778, 1459, 1811]
novel-title: «ΚΑΡΔΙΕΣ ΠΟΥ ΑΓΑΠΙΟΥΝΤΑΙ» — [71, 1005, 402, 1098]
column-rule — [1128, 102, 1130, 2124]
novel-section — [67, 968, 406, 2407]
cinema-kicker: ΑΙ ΠΛΗΡΟΦΟΡΙΑΙ ΜΑΣ ΔΙΑ ΤΑ — [106, 107, 368, 127]
paragraph: Τέλος, σε λίγο, ή κυρία έμεινε μόνη με τό σκυλάκι, που ασφαλώς θά είχε κουρασθή από τό πολύ περπάτημα, γιατί την άφησε και άρχισε από τό δρόμο. — [71, 1274, 231, 1385]
list-item: Ο σύζυγος: Αντώνιος Φιλίππότης. — [422, 1170, 630, 1185]
football-ban-text: ΛΙΜΑ (Περού) 27. — Οι οπαδοί μιάς ποδοσφαιρικής ομάδος απήργησαν από τη συμμετοχή εις τους αγώνας. Άνω των 22.000 οπαδών έκλεισαν την είσοδον του σταδίου. — [1307, 1320, 1469, 1446]
pingpong-text: Η Ένωσις Αιγυπτίων Σπουδαστών ανακοινοί τους αγώνας πινγκ-πογκ εις τους οποίους θα λάβουν μέρος 32 αθληταί. Οι αγώνες θα διεξαχθούν την 30ήν Ιουλίου. — [1138, 1401, 1299, 1512]
thanks-title: Εὐχαριστήριον — [479, 409, 681, 438]
paragraph: Εκεί κοίταξε, ήταν μιά βίλλα σε ένα μεγάλο κήπο. — [243, 1675, 402, 1722]
list-item: Οι θείοι, εξάδελφοι και λοιποί συγγενείς. — [422, 962, 677, 977]
radio-athens-title: ΡΑΔΙΟΣΤΑΘΜΟΣ ΑΘΗΝΩΝ — [90, 699, 383, 726]
paragraph: Εμπρός, Μίκυ, πάς όρθουσα, είπε πολύ ή ηλικιωμένη κυρία και ό Γκό, τον όλο ξέρει τί νά χάση, άλλοτε μιλούσε με τό σκυλάκι και άλλοτε πάλι προσπαθούσε νά καθησυχάση τή νέα που ήταν μαζί του. — [71, 1128, 231, 1271]
list-item: 21.00 Πολλής ψυχαγωγικές επιτυχίες — [256, 837, 383, 864]
election-subtitle: Η ΟΞΥΝΣΙΣ ΤΗΣ ΔΙΕΘΝΟΥΣ ΚΑΤΑΣΤΑΣΕΩΣ ΘΑ ΕΜΠΟΔΙΣΗ ΕΚΛΟΓΑΣ ΤΗΝ ΑΝΟΙΞΙΝ — [779, 1403, 1098, 1436]
basket-text: Αι Σδεσσάλιαι τακτικαί προπονήσεις των αθλητών της Αθλητικής Ενώσεως αρχίζουν Δευτέραν και Πέμπτην και ώραν 7.30 μ.μ. εις το γήπεδον της σχολής. — [1138, 1265, 1299, 1376]
memorial-title: Μνημόσυνον — [495, 1006, 666, 1035]
page-number: Σελίς 2α — [67, 69, 153, 92]
paragraph: — Μπερνάρ Ντεσάρ, απάντησε. — [243, 1926, 402, 1956]
chamber-title-1: Η ΧΘΕΣΙΝΗ ΓΕΝΙΚΗ ΣΥΝΕΛΕΥΣΙΣ — [1167, 588, 1440, 651]
novel-text-col-b — [243, 1126, 402, 2401]
critic-subtitle: ΔΗΜΙΟΥΡΓΕΙ ΜΙΑΝ ΝΕΑΝ ΕΠΟΧΗΝ — [758, 195, 1015, 213]
cinema-section — [67, 102, 406, 493]
paragraph: Ο κ. Τσουκαλάς τονίζει ότι εις πολλάς περιπτώσεις εκφωνούνται μέχρι και δέκα επικήδειοι λόγοι, με αποτέλεσμα να ταλαιπωρούνται οι συγγενείς και οι φίλοι του θανόντος. — [758, 1892, 1118, 1955]
